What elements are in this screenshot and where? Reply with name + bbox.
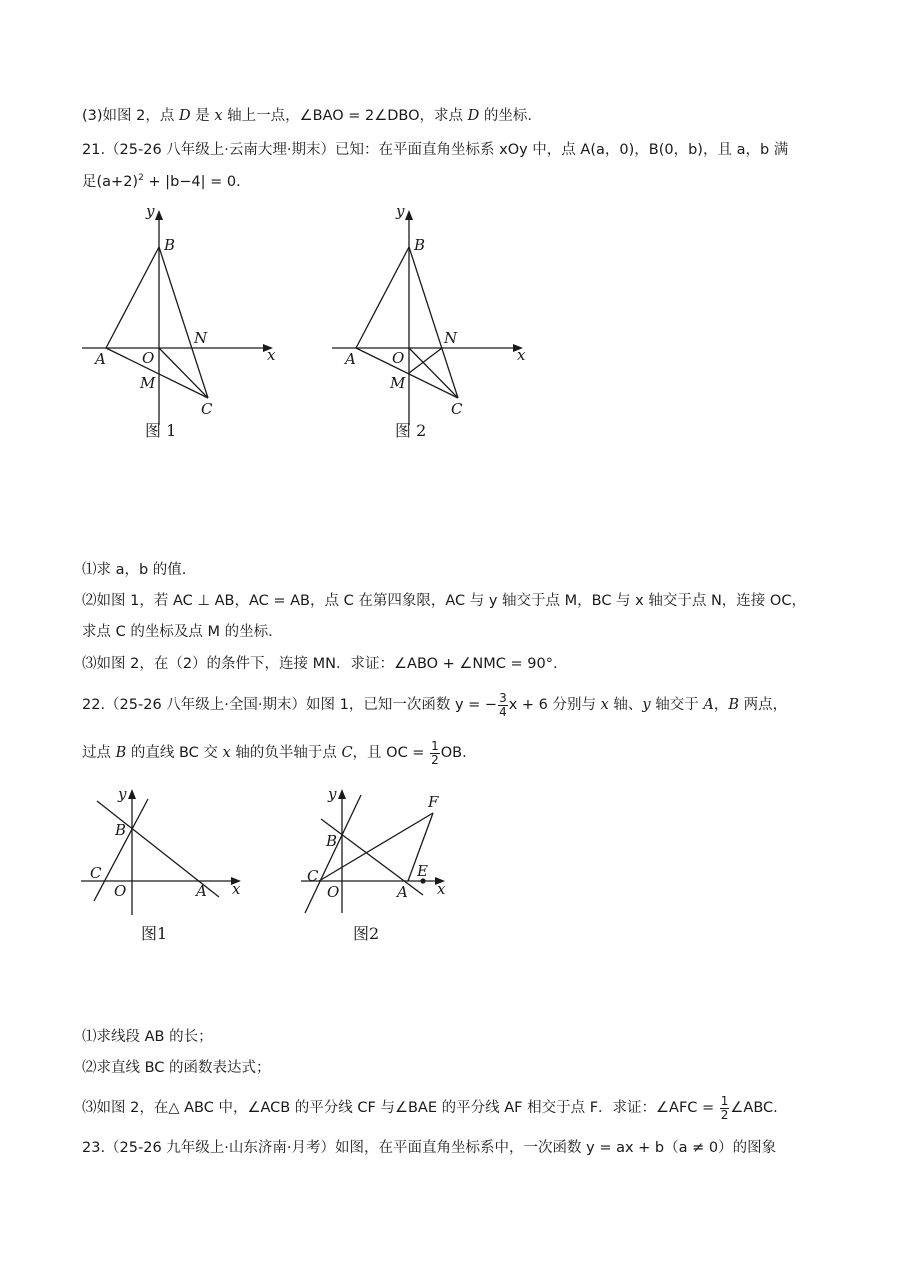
q21-part2-line2: 求点 C 的坐标及点 M 的坐标. xyxy=(82,624,273,640)
segment-ac xyxy=(356,348,458,398)
segment-ab xyxy=(106,247,159,348)
numerator: 1 xyxy=(720,1093,729,1108)
label-y: y xyxy=(328,785,337,803)
label-m: M xyxy=(390,374,406,392)
q21-statement-line1: 21.（25-26 八年级上·云南大理·期末）已知：在平面直角坐标系 xOy 中，点 A(a，0)，B(0，b)，且 a，b 满 xyxy=(82,142,789,158)
text-span: 的坐标. xyxy=(479,108,532,124)
segment-ab xyxy=(356,247,409,348)
text-span: 过点 xyxy=(82,745,116,761)
label-b: B xyxy=(164,236,176,254)
var-x: x xyxy=(222,745,231,761)
text-span: (3)如图 2，点 xyxy=(82,108,179,124)
label-a: A xyxy=(95,350,106,368)
var-c: C xyxy=(341,745,353,761)
q22-statement-line2 xyxy=(82,738,467,768)
label-c: C xyxy=(201,400,213,418)
text-span: ⑶如图 2，在△ ABC 中，∠ACB 的平分线 CF 与∠BAE 的平分线 AF 相交于点 F．求证：∠AFC = xyxy=(82,1100,719,1116)
label-c: C xyxy=(307,867,319,885)
label-b: B xyxy=(414,236,426,254)
denominator: 2 xyxy=(431,752,439,767)
label-y: y xyxy=(396,202,405,220)
label-n: N xyxy=(194,329,208,347)
var-x: x xyxy=(600,697,609,713)
q21-part1: ⑴求 a，b 的值. xyxy=(82,562,187,578)
text-span: 两点， xyxy=(738,697,788,713)
var-d: D xyxy=(467,108,480,124)
q23-statement-line1: 23.（25-26 九年级上·山东济南·月考）如图，在平面直角坐标系中，一次函数 y = ax + b（a ≠ 0）的图象 xyxy=(82,1140,777,1156)
label-b: B xyxy=(115,821,127,839)
superscript: 2 xyxy=(138,173,144,184)
label-o: O xyxy=(114,882,127,900)
label-x: x xyxy=(437,880,446,898)
text-span: 的直线 BC 交 xyxy=(126,745,223,761)
var-x: x xyxy=(214,108,223,124)
label-e: E xyxy=(417,862,428,880)
text-span: + |b−4| = 0. xyxy=(143,174,241,190)
segment-oc xyxy=(409,348,458,398)
figure-caption: 图 1 xyxy=(145,421,177,440)
label-n: N xyxy=(444,329,458,347)
text-span: ∠ABC. xyxy=(730,1100,778,1116)
label-a: A xyxy=(397,883,408,901)
text-span: 是 xyxy=(190,108,215,124)
segment-mn xyxy=(409,348,442,373)
text-span: ， xyxy=(713,697,729,713)
numerator: 3 xyxy=(499,690,507,705)
label-x: x xyxy=(517,346,526,364)
q22-statement-line1 xyxy=(82,690,787,720)
segment-ac xyxy=(106,348,208,398)
segment-oc xyxy=(159,348,208,398)
text-span: 轴的负半轴于点 xyxy=(230,745,342,761)
figure-caption: 图 2 xyxy=(395,421,427,440)
y-axis-arrow xyxy=(155,210,163,220)
label-o: O xyxy=(327,883,340,901)
q22-figure-1 xyxy=(75,785,255,950)
label-f: F xyxy=(428,793,439,811)
text-span: 轴、 xyxy=(608,697,643,713)
fraction-one-half xyxy=(720,1095,730,1122)
label-x: x xyxy=(267,346,276,364)
label-y: y xyxy=(146,202,155,220)
label-b: B xyxy=(326,832,338,850)
var-b: B xyxy=(728,697,739,713)
denominator: 4 xyxy=(499,704,507,719)
label-x: x xyxy=(232,880,241,898)
denominator: 2 xyxy=(720,1107,729,1122)
segment-bc xyxy=(159,247,208,398)
label-c: C xyxy=(451,400,463,418)
q22-part1: ⑴求线段 AB 的长； xyxy=(82,1029,213,1045)
label-o: O xyxy=(392,349,405,367)
label-o: O xyxy=(142,349,155,367)
var-b: B xyxy=(115,745,127,761)
q21-figure-2 xyxy=(325,200,535,445)
q21-statement-line2 xyxy=(82,172,241,192)
var-a: A xyxy=(703,697,714,713)
text-span: 22.（25-26 八年级上·全国·期末）如图 1，已知一次函数 y = − xyxy=(82,697,498,713)
y-axis-arrow xyxy=(128,789,136,799)
fraction-one-half xyxy=(430,740,440,767)
q20-part3 xyxy=(82,106,532,126)
text-span: x + 6 分别与 xyxy=(508,697,601,713)
label-a: A xyxy=(196,882,207,900)
text-span: OB. xyxy=(440,745,467,761)
figure-caption: 图1 xyxy=(141,924,168,943)
numerator: 1 xyxy=(431,738,439,753)
q21-part2-line1: ⑵如图 1，若 AC ⊥ AB，AC = AB，点 C 在第四象限，AC 与 y 轴交于点 M，BC 与 x 轴交于点 N，连接 OC， xyxy=(82,593,806,609)
label-a: A xyxy=(345,350,356,368)
segment-bc xyxy=(409,247,458,398)
q22-part3 xyxy=(82,1093,778,1123)
figure-caption: 图2 xyxy=(353,924,380,943)
text-span: ，且 OC = xyxy=(352,745,430,761)
text-span: 轴交于 xyxy=(650,697,704,713)
y-axis-arrow xyxy=(338,789,346,799)
label-c: C xyxy=(90,864,102,882)
y-axis-arrow xyxy=(405,210,413,220)
text-span: 足(a+2) xyxy=(82,174,139,190)
var-d: D xyxy=(178,108,191,124)
var-y: y xyxy=(642,697,651,713)
label-m: M xyxy=(140,374,156,392)
fraction-three-quarters xyxy=(498,692,508,719)
label-y: y xyxy=(118,785,127,803)
q21-part3: ⑶如图 2，在（2）的条件下，连接 MN．求证：∠ABO + ∠NMC = 90°. xyxy=(82,656,558,672)
q22-figure-2 xyxy=(295,785,475,950)
q21-figure-1 xyxy=(75,200,285,445)
text-span: 轴上一点，∠BAO = 2∠DBO，求点 xyxy=(222,108,468,124)
q22-part2: ⑵求直线 BC 的函数表达式； xyxy=(82,1060,271,1076)
